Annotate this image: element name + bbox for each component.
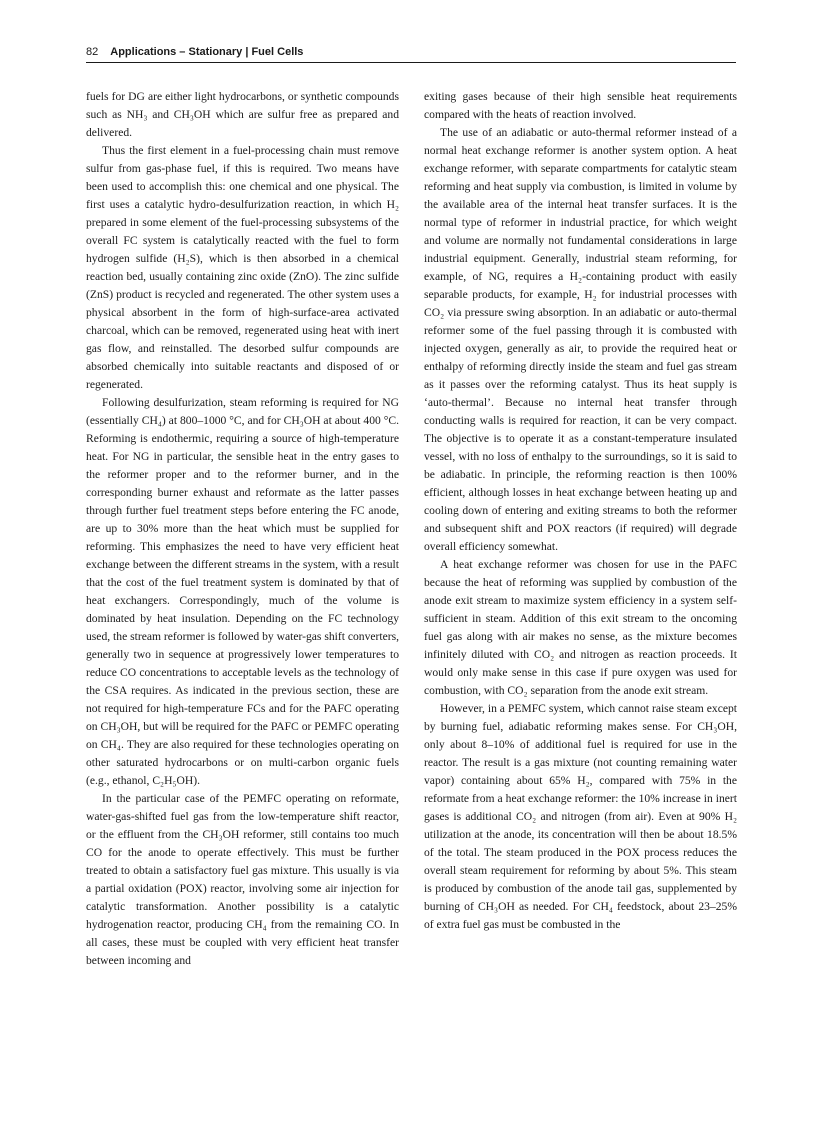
paragraph: Following desulfurization, steam reforming is required for NG (essentially CH₄) at 800–1000 °C, and for CH₃OH at about 400 °C. Reforming is endothermic, requiring a source of high-temperature heat. For NG in particular, the sensible heat in the entry gases to the reformer proper and to the reformer burner, and in the corresponding burner exhaust and reformate as the latter passes through further fuel treatment steps before entering the FC anode, are up to 30% more than the heat which must be supplied for reforming. This emphasizes the need to have very efficient heat exchange between the different streams in the system, with a result that the cost of the fuel treatment system is dominated by that of heat exchangers. Correspondingly, much of the volume is dominated by heat insulation. Depending on the FC technology used, the stream reformer is followed by water-gas shift converters, generally two in sequence at progressively lower temperatures to reduce CO concentrations to acceptable levels as the technology of the CSA requires. As indicated in the previous section, these are not required for high-temperature FCs and for the PAFC operating on CH₃OH, but will be required for the PAFC or PEMFC operating on CH₄. They are also required for these technologies operating on other saturated hydrocarbons or on multi-carbon organic fuels (e.g., ethanol, C₂H₅OH). bbox=[86, 396, 400, 787]
running-header bbox=[86, 45, 736, 59]
running-title: Applications – Stationary | Fuel Cells bbox=[110, 46, 304, 58]
paragraph: However, in a PEMFC system, which cannot raise steam except by burning fuel, adiabatic reforming makes sense. For CH₃OH, only about 8–10% of additional fuel is required for use in the reactor. The result is a gas mixture (not counting remaining water vapor) containing about 65% H₂, compared with 75% in the reformate from a heat exchange reformer: the 10% increase in inert gases is additional CO₂ and nitrogen (from air). Even at 90% H₂ utilization at the anode, its concentration will then be about 18.5% of the total. The steam produced in the POX process reduces the overall steam requirement for reforming by about 5%. This steam is produced by combustion of the anode tail gas, supplemented by burning of CH₃OH as needed. For CH₄ feedstock, about 23–25% of extra fuel gas must be combusted in the bbox=[424, 702, 737, 931]
paragraph: fuels for DG are either light hydrocarbons, or synthetic compounds such as NH₃ and CH₃OH which are sulfur free as prepared and delivered. bbox=[86, 90, 399, 139]
paragraph: In the particular case of the PEMFC operating on reformate, water-gas-shifted fuel gas from the low-temperature shift reactor, or the effluent from the CH₃OH reformer, still contains too much CO for the anode to operate effectively. This must be further treated to obtain a satisfactory fuel gas mixture. This usually is via a partial oxidation (POX) reactor, involving some air injection for catalytic transformation. Another possibility is a catalytic hydrogenation reactor, producing CH₄ from the remaining CO. In all cases, these must be coupled with very efficient heat transfer between incoming and bbox=[86, 792, 399, 967]
header-rule bbox=[86, 62, 736, 63]
page-number: 82 bbox=[86, 46, 99, 58]
right-column bbox=[424, 88, 737, 934]
left-column bbox=[86, 88, 399, 970]
paragraph: exiting gases because of their high sensible heat requirements compared with the heats of reaction involved. bbox=[424, 90, 737, 121]
paragraph: Thus the first element in a fuel-processing chain must remove sulfur from gas-phase fuel, if this is required. Two means have been used to accomplish this: one chemical and one physical. The first uses a catalytic hydro-desulfurization reaction, in which H₂ prepared in some element of the fuel-processing subsystems of the overall FC system is catalytically reacted with the fuel to form hydrogen sulfide (H₂S), which is then absorbed in a chemical reaction bed, usually containing zinc oxide (ZnO). The zinc sulfide (ZnS) product is recycled and regenerated. The other system uses a physical absorbent in the form of high-surface-area activated charcoal, which can be removed, regenerated using heat with inert gas flow, and reinstalled. The desorbed sulfur compounds are absorbed chemically into suitable reactants and disposed of or regenerated. bbox=[86, 144, 399, 391]
paragraph: The use of an adiabatic or auto-thermal reformer instead of a normal heat exchange reformer is another system option. A heat exchange reformer, with separate compartments for catalytic steam reforming and heat supply via combustion, is limited in volume by the available area of the internal heat transfer surfaces. It is the normal type of reformer in industrial practice, for which weight and volume are normally not fundamental considerations in large industrial equipment. Generally, industrial steam reforming, for example, of NG, requires a H₂-containing product with easily separable products, for example, H₂ for industrial processes with CO₂ via pressure swing absorption. In an adiabatic or auto-thermal reformer some of the fuel passing through it is combusted with injected oxygen, generally as air, to provide the required heat or enthalpy of reforming directly inside the steam and fuel gas stream as it passes over the reforming catalyst. Thus its heat supply is ‘auto-thermal’. Because no internal heat transfer through conducting walls is required for reaction, it can be very compact. The objective is to operate it as a constant-temperature insulated vessel, with no loss of enthalpy to the surroundings, so it is said to be adiabatic. In principle, the reforming reaction is then 100% efficient, although losses in heat exchange between heating up and cooling down of entering and exiting streams to both the reformer and subsequent shift and POX reactors (if required) will degrade overall efficiency somewhat. bbox=[424, 126, 737, 553]
paragraph: A heat exchange reformer was chosen for use in the PAFC because the heat of reforming was supplied by combustion of the anode exit stream to maximize system efficiency in a system self-sufficient in steam. Addition of this exit stream to the oncoming fuel gas along with air makes no sense, as the mixture becomes infinitely diluted with CO₂ and nitrogen as reaction proceeds. It would only make sense in this case if pure oxygen was used for combustion, with CO₂ separation from the anode exit stream. bbox=[424, 558, 737, 697]
